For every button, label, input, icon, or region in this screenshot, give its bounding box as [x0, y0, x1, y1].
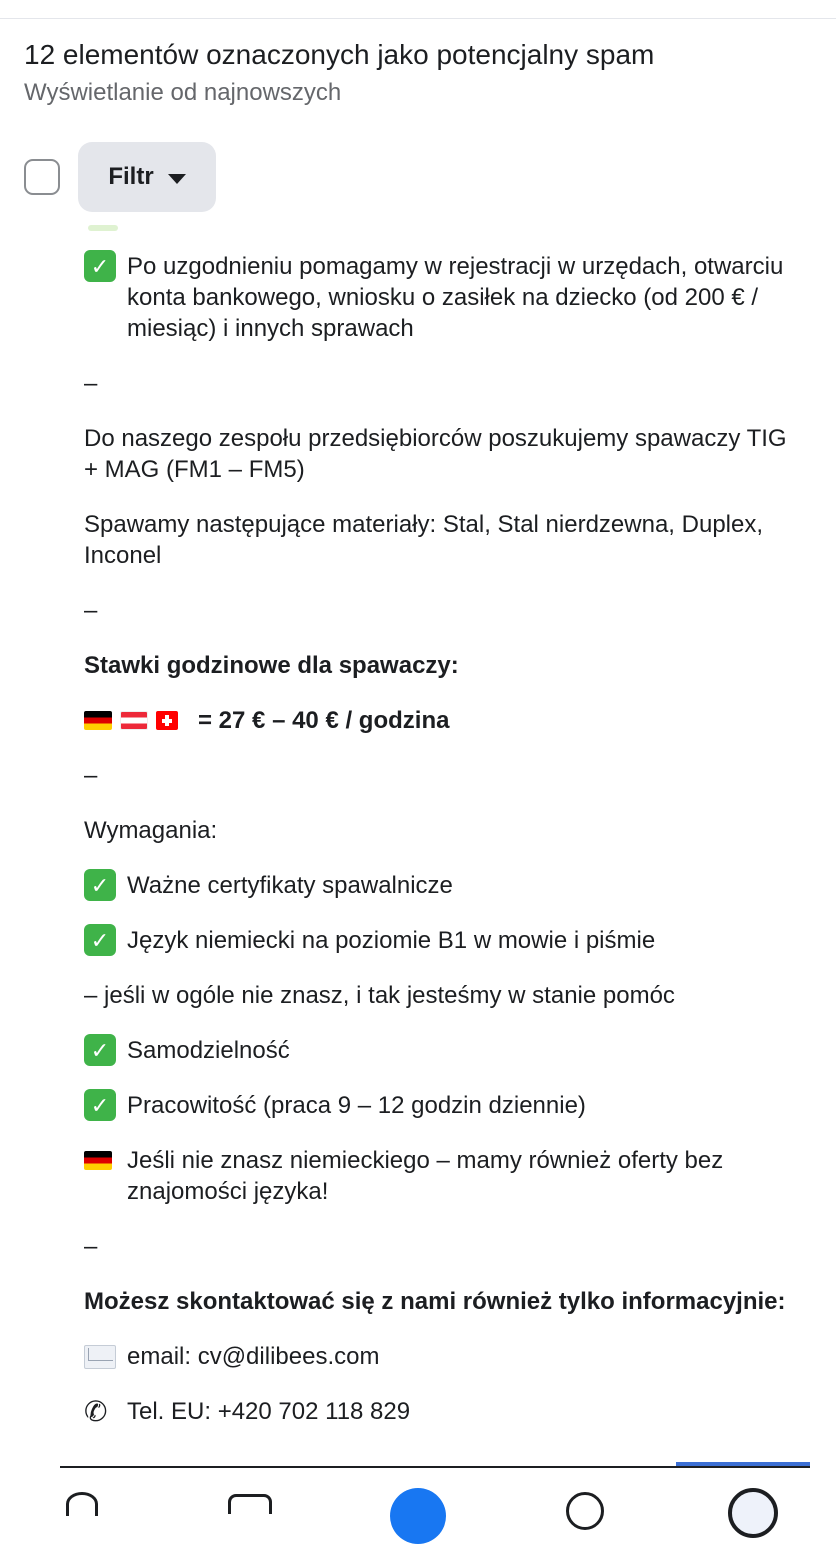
no-german-text: Jeśli nie znasz niemieckiego – mamy również oferty bez znajomości języka! — [127, 1147, 724, 1205]
scroll-indicator — [676, 1462, 810, 1466]
check-mark-icon: ✓ — [84, 924, 116, 956]
germany-flag-icon — [84, 1151, 112, 1170]
select-all-checkbox[interactable] — [24, 159, 60, 195]
requirement-item — [84, 1090, 804, 1121]
filter-button-label: Filtr — [108, 163, 154, 190]
page-title: 12 elementów oznaczonych jako potencjalny spam — [24, 39, 655, 70]
top-divider — [0, 18, 836, 19]
bottom-nav-bar — [0, 1462, 836, 1500]
requirements-heading: Wymagania: — [84, 817, 218, 844]
check-mark-icon: ✓ — [84, 250, 116, 282]
rates-heading: Stawki godzinowe dla spawaczy: — [84, 652, 459, 679]
email-line — [84, 1341, 804, 1372]
check-mark-icon: ✓ — [84, 869, 116, 901]
home-icon[interactable] — [66, 1492, 98, 1516]
recruitment-paragraph: Do naszego zespołu przedsiębiorców poszukujemy spawaczy TIG + MAG (FM1 – FM5) — [84, 425, 787, 483]
separator: – — [84, 370, 98, 397]
austria-flag-icon — [120, 711, 148, 730]
requirement-item — [84, 870, 804, 901]
rate-text: = 27 € – 40 € / godzina — [198, 707, 450, 734]
email-text[interactable]: email: cv@dilibees.com — [127, 1343, 380, 1370]
clipped-check-icon — [88, 225, 118, 231]
spam-list-header — [24, 38, 814, 108]
post-content — [84, 225, 804, 1451]
requirement-note: – jeśli w ogóle nie znasz, i tak jesteśmy w stanie pomóc — [84, 982, 675, 1009]
germany-flag-icon — [84, 711, 112, 730]
requirement-text: Język niemiecki na poziomie B1 w mowie i piśmie — [127, 927, 656, 954]
separator: – — [84, 597, 98, 624]
telephone-icon: ✆ — [84, 1396, 108, 1427]
check-mark-icon: ✓ — [84, 1089, 116, 1121]
notifications-icon[interactable] — [566, 1492, 604, 1530]
help-text: Po uzgodnieniu pomagamy w rejestracji w urzędach, otwarciu konta bankowego, wniosku o zasiłek na dziecko (od 200 € / miesiąc) i innych sprawach — [127, 253, 784, 342]
no-german-paragraph — [84, 1145, 804, 1207]
requirement-text: Samodzielność — [127, 1037, 290, 1064]
nav-divider — [60, 1466, 810, 1468]
contact-heading: Możesz skontaktować się z nami również tylko informacyjnie: — [84, 1288, 786, 1315]
separator: – — [84, 1233, 98, 1260]
switzerland-flag-icon — [156, 711, 178, 730]
rate-line — [84, 705, 804, 736]
create-icon[interactable] — [390, 1488, 446, 1544]
caret-down-icon — [168, 174, 186, 184]
sort-subtitle: Wyświetlanie od najnowszych — [24, 79, 342, 106]
envelope-icon — [84, 1345, 116, 1369]
toolbar — [24, 142, 216, 212]
separator: – — [84, 762, 98, 789]
materials-paragraph: Spawamy następujące materiały: Stal, Stal nierdzewna, Duplex, Inconel — [84, 511, 764, 569]
video-icon[interactable] — [228, 1494, 272, 1514]
phone-text[interactable]: Tel. EU: +420 702 118 829 — [127, 1398, 411, 1425]
requirement-text: Pracowitość (praca 9 – 12 godzin dziennie) — [127, 1092, 586, 1119]
requirement-text: Ważne certyfikaty spawalnicze — [127, 872, 453, 899]
requirement-item — [84, 1035, 804, 1066]
profile-avatar[interactable] — [728, 1488, 778, 1538]
help-paragraph — [84, 251, 804, 344]
check-mark-icon: ✓ — [84, 1034, 116, 1066]
filter-button[interactable] — [78, 142, 216, 212]
requirement-item — [84, 925, 804, 956]
phone-line — [84, 1396, 804, 1427]
